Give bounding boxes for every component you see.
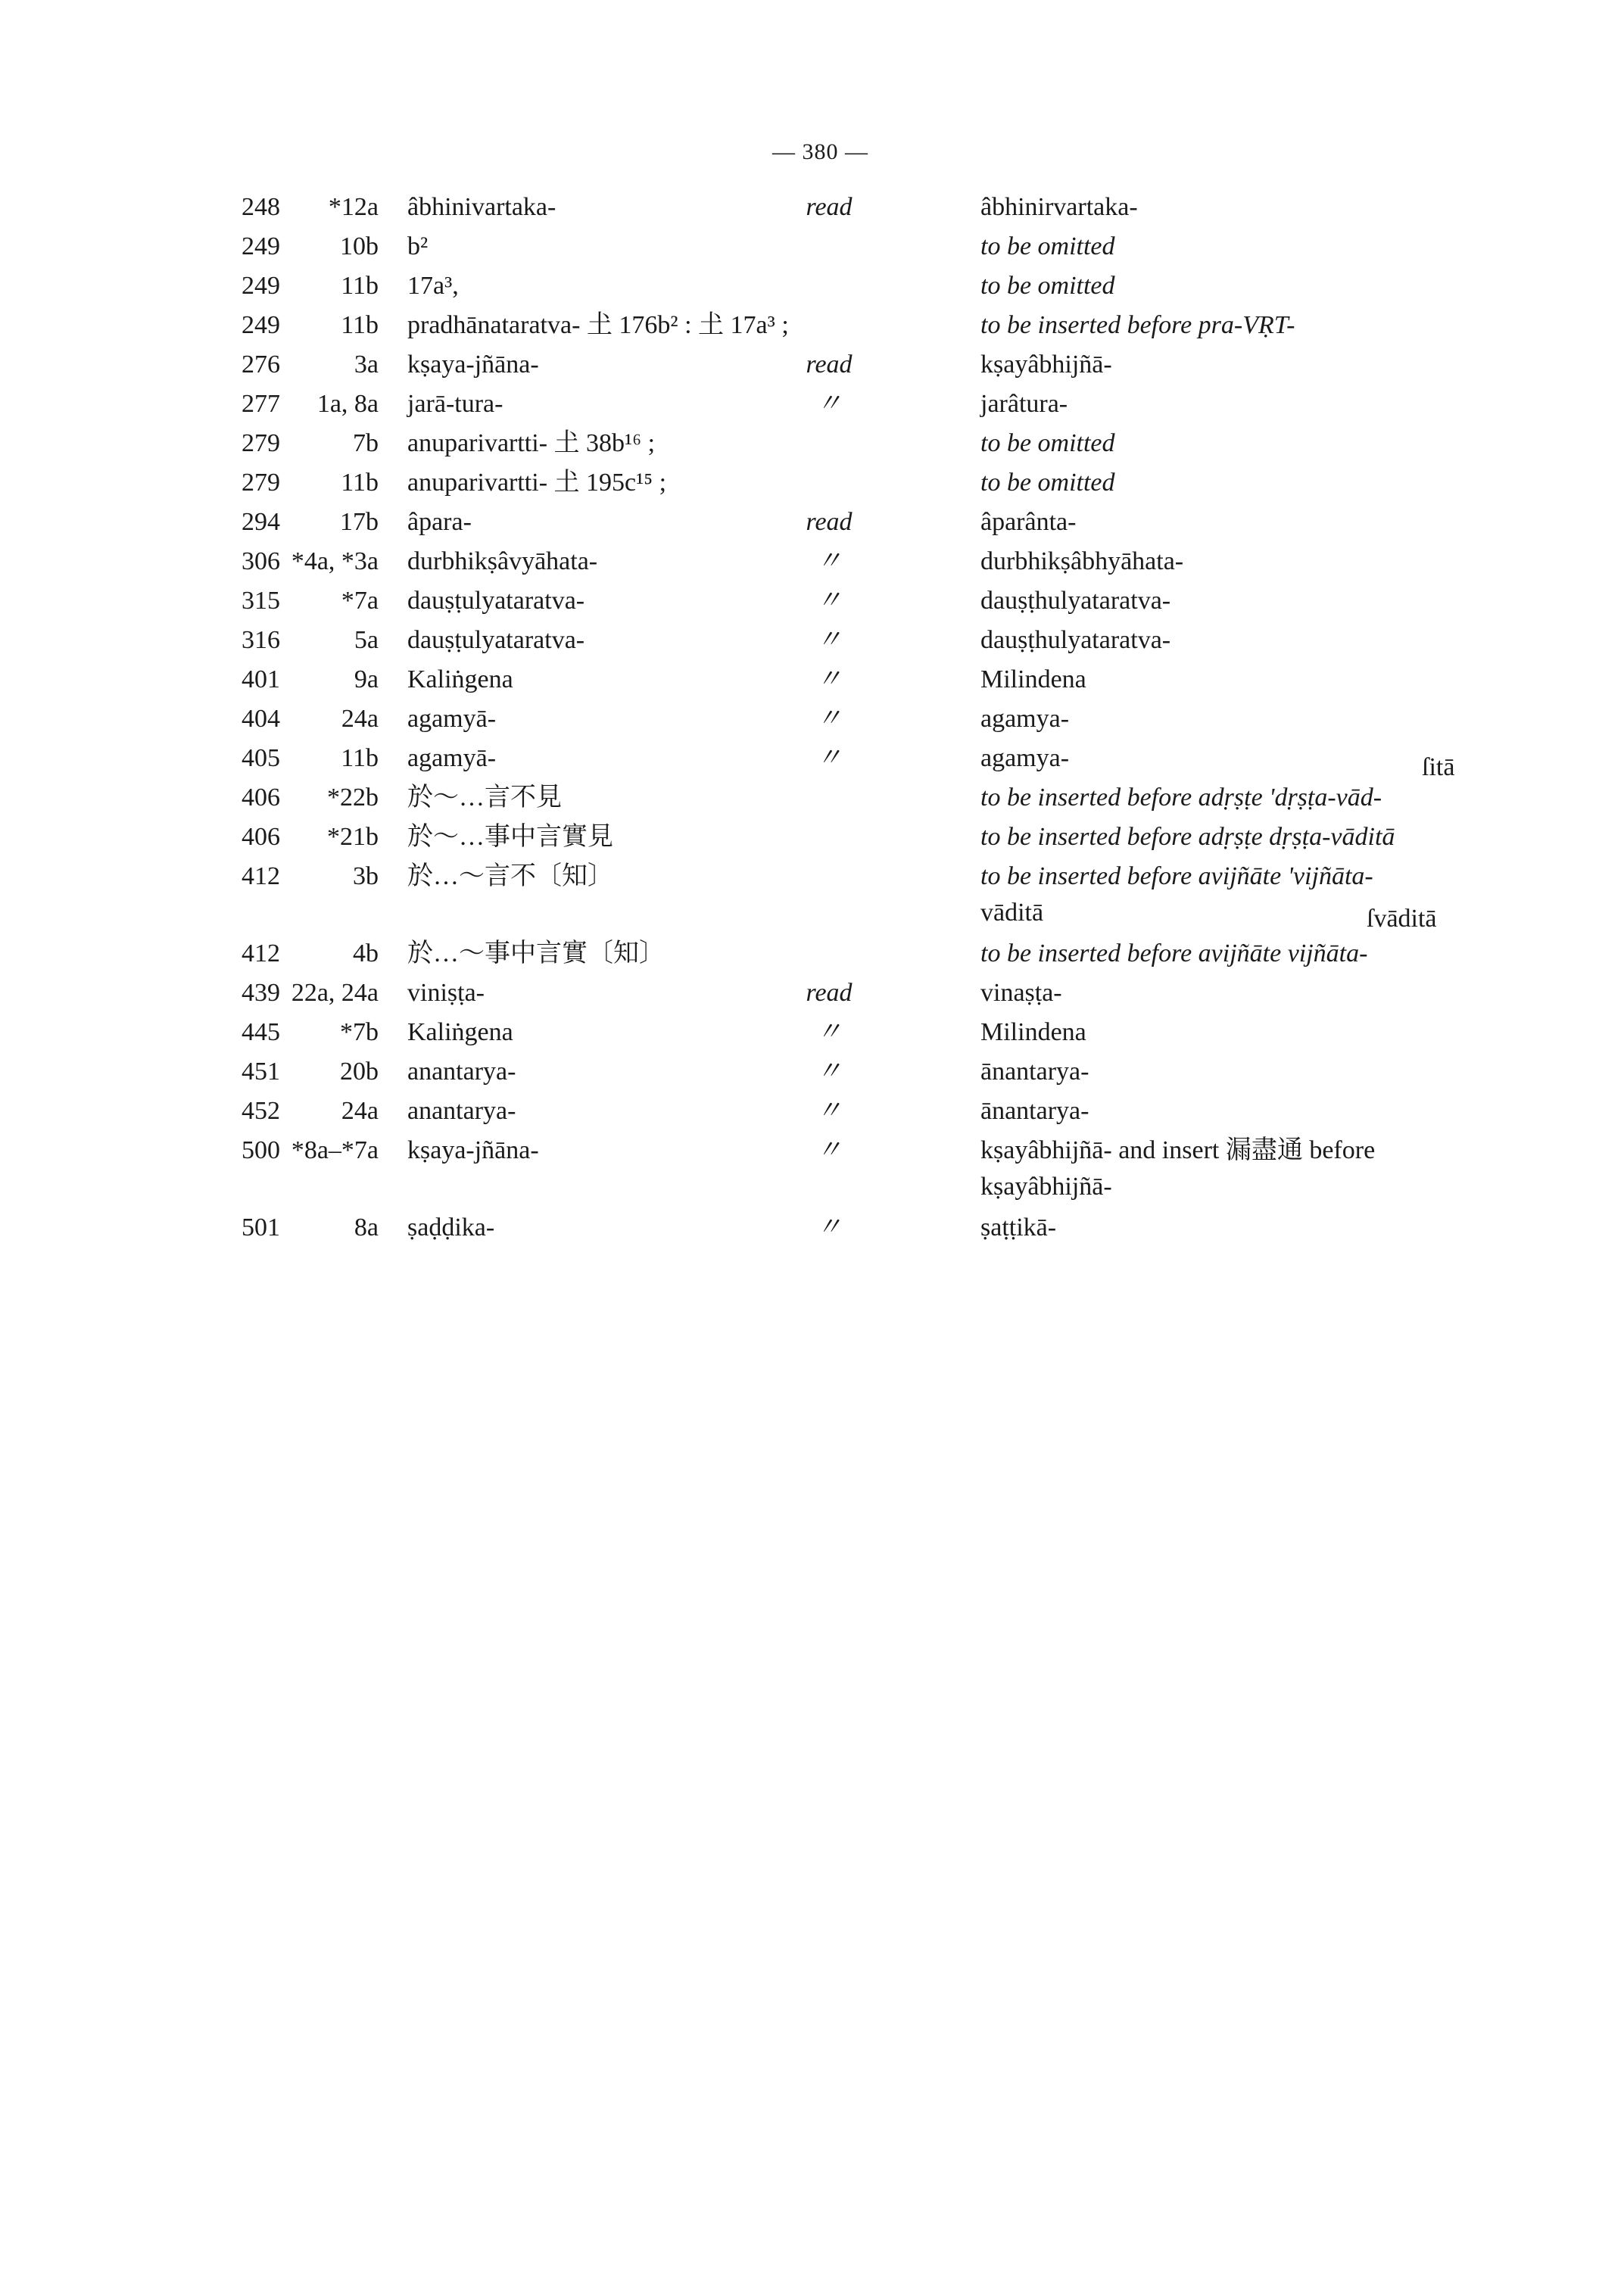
page-cell: 439 bbox=[242, 979, 280, 1007]
correction-cell: to be omitted bbox=[980, 469, 1115, 497]
line-cell: 11b bbox=[341, 272, 379, 300]
errata-row bbox=[0, 463, 1624, 503]
correction-cell: ṣaṭṭikā- bbox=[980, 1213, 1057, 1242]
errata-row bbox=[0, 1131, 1624, 1170]
correction-cell: agamya- bbox=[980, 705, 1070, 733]
page-cell: 315 bbox=[242, 587, 280, 615]
wrong-reading-cell: ṣaḍḍika- bbox=[407, 1213, 495, 1242]
wrong-reading-cell: durbhikṣâvyāhata- bbox=[407, 547, 598, 575]
line-cell: 17b bbox=[340, 508, 379, 536]
wrong-reading-cell: Kaliṅgena bbox=[407, 665, 513, 693]
wrong-reading-cell: dauṣṭulyataratva- bbox=[407, 587, 585, 615]
errata-row bbox=[0, 778, 1624, 818]
errata-row bbox=[0, 699, 1624, 739]
page-cell: 279 bbox=[242, 469, 280, 497]
page-cell: 277 bbox=[242, 390, 280, 418]
page-cell: 306 bbox=[242, 547, 280, 575]
wrong-reading-cell: 於～…言不見 bbox=[407, 784, 562, 812]
correction-cell: ānantarya- bbox=[980, 1097, 1089, 1125]
correction-cell: dauṣṭhulyataratva- bbox=[980, 626, 1171, 654]
errata-row bbox=[0, 1013, 1624, 1052]
read-marker-cell: 〃 bbox=[816, 1213, 842, 1242]
line-cell: 10b bbox=[340, 232, 379, 260]
read-marker-cell: 〃 bbox=[816, 1058, 842, 1086]
read-marker-cell: read bbox=[806, 979, 853, 1007]
correction-cell: vinaṣṭa- bbox=[980, 979, 1062, 1007]
line-cell: 7b bbox=[353, 429, 379, 457]
page-cell: 248 bbox=[242, 193, 280, 221]
errata-row bbox=[0, 385, 1624, 424]
page-cell: 406 bbox=[242, 784, 280, 812]
wrong-reading-cell: viniṣṭa- bbox=[407, 979, 485, 1007]
wrong-reading-cell: kṣaya-jñāna- bbox=[407, 1136, 539, 1164]
page-cell: 412 bbox=[242, 939, 280, 967]
read-marker-cell: 〃 bbox=[816, 1136, 842, 1164]
read-marker-cell: 〃 bbox=[816, 626, 842, 654]
wrong-reading-cell: anantarya- bbox=[407, 1058, 516, 1086]
errata-row bbox=[0, 227, 1624, 266]
page-cell: 249 bbox=[242, 232, 280, 260]
errata-row bbox=[0, 1052, 1624, 1092]
correction-cell: to be inserted before pra-VṚT- bbox=[980, 311, 1295, 339]
wrong-reading-cell: anuparivartti- 𡈽 195c¹⁵ ; bbox=[407, 469, 667, 497]
correction-cell: dauṣṭhulyataratva- bbox=[980, 587, 1171, 615]
read-marker-cell: read bbox=[806, 508, 853, 536]
read-marker-cell: 〃 bbox=[816, 547, 842, 575]
page-cell: 249 bbox=[242, 311, 280, 339]
correction-cell: ānantarya- bbox=[980, 1058, 1089, 1086]
page-cell: 406 bbox=[242, 823, 280, 851]
line-cell: *22b bbox=[327, 784, 379, 812]
errata-row bbox=[0, 188, 1624, 227]
wrong-reading-cell: âbhinivartaka- bbox=[407, 193, 556, 221]
page-cell: 294 bbox=[242, 508, 280, 536]
errata-row bbox=[0, 345, 1624, 385]
wrong-reading-cell: âpara- bbox=[407, 508, 472, 536]
wrong-reading-cell: dauṣṭulyataratva- bbox=[407, 626, 585, 654]
wrong-reading-cell: Kaliṅgena bbox=[407, 1018, 513, 1046]
continuation-note: ſitā bbox=[1422, 753, 1455, 781]
correction-cell: to be inserted before adṛṣṭe 'dṛṣṭa-vād- bbox=[980, 784, 1382, 812]
line-cell: *4a, *3a bbox=[291, 547, 379, 575]
page-cell: 249 bbox=[242, 272, 280, 300]
correction-cell: kṣayâbhijñā- bbox=[980, 350, 1112, 379]
wrong-reading-cell: jarā-tura- bbox=[407, 390, 503, 418]
wrong-reading-cell: kṣaya-jñāna- bbox=[407, 350, 539, 379]
line-cell: *12a bbox=[328, 193, 379, 221]
line-cell: 11b bbox=[341, 469, 379, 497]
errata-row bbox=[0, 542, 1624, 581]
line-cell: 20b bbox=[340, 1058, 379, 1086]
wrong-reading-cell: agamyā- bbox=[407, 705, 497, 733]
page-cell: 452 bbox=[242, 1097, 280, 1125]
errata-row bbox=[0, 1208, 1624, 1248]
page-cell: 412 bbox=[242, 862, 280, 890]
errata-row bbox=[0, 974, 1624, 1013]
errata-row bbox=[0, 818, 1624, 857]
page-cell: 500 bbox=[242, 1136, 280, 1164]
line-cell: 24a bbox=[341, 705, 379, 733]
correction-cell: durbhikṣâbhyāhata- bbox=[980, 547, 1184, 575]
read-marker-cell: 〃 bbox=[816, 744, 842, 772]
wrong-reading-cell: 17a³, bbox=[407, 272, 459, 300]
correction-cell: Milindena bbox=[980, 1018, 1086, 1046]
wrong-reading-cell: agamyā- bbox=[407, 744, 497, 772]
errata-row bbox=[0, 621, 1624, 660]
correction-cell: to be omitted bbox=[980, 429, 1115, 457]
page-cell: 276 bbox=[242, 350, 280, 379]
line-cell: 3b bbox=[353, 862, 379, 890]
errata-row bbox=[0, 857, 1624, 896]
correction-cell: agamya- bbox=[980, 744, 1070, 772]
correction-cell: Milindena bbox=[980, 665, 1086, 693]
correction-cell: âbhinirvartaka- bbox=[980, 193, 1138, 221]
line-cell: 3a bbox=[354, 350, 379, 379]
errata-row bbox=[0, 306, 1624, 345]
line-cell: *8a–*7a bbox=[291, 1136, 379, 1164]
correction-cell: to be omitted bbox=[980, 272, 1115, 300]
wrong-reading-cell: 於…～言不〔知〕 bbox=[407, 862, 613, 890]
wrong-reading-cell: 於～…事中言實見 bbox=[407, 823, 613, 851]
read-marker-cell: 〃 bbox=[816, 705, 842, 733]
correction-cell: jarâtura- bbox=[980, 390, 1068, 418]
errata-row bbox=[0, 660, 1624, 699]
page-cell: 405 bbox=[242, 744, 280, 772]
errata-row bbox=[0, 503, 1624, 542]
wrong-reading-cell: anantarya- bbox=[407, 1097, 516, 1125]
read-marker-cell: 〃 bbox=[816, 665, 842, 693]
continuation-note: vāditā bbox=[980, 899, 1044, 927]
errata-row bbox=[0, 934, 1624, 974]
wrong-reading-cell: b² bbox=[407, 232, 429, 260]
read-marker-cell: read bbox=[806, 350, 853, 379]
errata-row bbox=[0, 1092, 1624, 1131]
line-cell: *7a bbox=[341, 587, 379, 615]
correction-cell: to be omitted bbox=[980, 232, 1115, 260]
correction-cell: kṣayâbhijñā- and insert 漏盡通 before bbox=[980, 1136, 1376, 1164]
line-cell: 1a, 8a bbox=[316, 390, 379, 418]
line-cell: *7b bbox=[340, 1018, 379, 1046]
continuation-note: kṣayâbhijñā- bbox=[980, 1173, 1112, 1201]
errata-row bbox=[0, 581, 1624, 621]
correction-cell: to be inserted before avijñāte 'vijñāta- bbox=[980, 862, 1373, 890]
line-cell: 4b bbox=[353, 939, 379, 967]
correction-cell: âparânta- bbox=[980, 508, 1077, 536]
line-cell: 5a bbox=[354, 626, 379, 654]
errata-row bbox=[0, 424, 1624, 463]
read-marker-cell: 〃 bbox=[816, 587, 842, 615]
read-marker-cell: 〃 bbox=[816, 1097, 842, 1125]
page-cell: 316 bbox=[242, 626, 280, 654]
wrong-reading-cell: anuparivartti- 𡈽 38b¹⁶ ; bbox=[407, 429, 656, 457]
wrong-reading-cell: pradhānataratva- 𡈽 176b² : 𡈽 17a³ ; bbox=[407, 311, 789, 339]
page-number: — 380 — bbox=[772, 139, 868, 164]
page-cell: 404 bbox=[242, 705, 280, 733]
line-cell: 8a bbox=[354, 1213, 379, 1242]
page-cell: 401 bbox=[242, 665, 280, 693]
errata-row bbox=[0, 739, 1624, 778]
page-cell: 501 bbox=[242, 1213, 280, 1242]
read-marker-cell: 〃 bbox=[816, 1018, 842, 1046]
line-cell: 22a, 24a bbox=[291, 979, 379, 1007]
wrong-reading-cell: 於…～事中言實〔知〕 bbox=[407, 939, 665, 967]
line-cell: 24a bbox=[341, 1097, 379, 1125]
read-marker-cell: 〃 bbox=[816, 390, 842, 418]
read-marker-cell: read bbox=[806, 193, 853, 221]
page-cell: 279 bbox=[242, 429, 280, 457]
line-cell: 9a bbox=[354, 665, 379, 693]
line-cell: 11b bbox=[341, 744, 379, 772]
page-cell: 445 bbox=[242, 1018, 280, 1046]
page-cell: 451 bbox=[242, 1058, 280, 1086]
errata-row bbox=[0, 266, 1624, 306]
line-cell: *21b bbox=[327, 823, 379, 851]
continuation-note: ſvāditā bbox=[1367, 905, 1437, 933]
correction-cell: to be inserted before adṛṣṭe dṛṣṭa-vāditā bbox=[980, 823, 1395, 851]
correction-cell: to be inserted before avijñāte vijñāta- bbox=[980, 939, 1368, 967]
line-cell: 11b bbox=[341, 311, 379, 339]
